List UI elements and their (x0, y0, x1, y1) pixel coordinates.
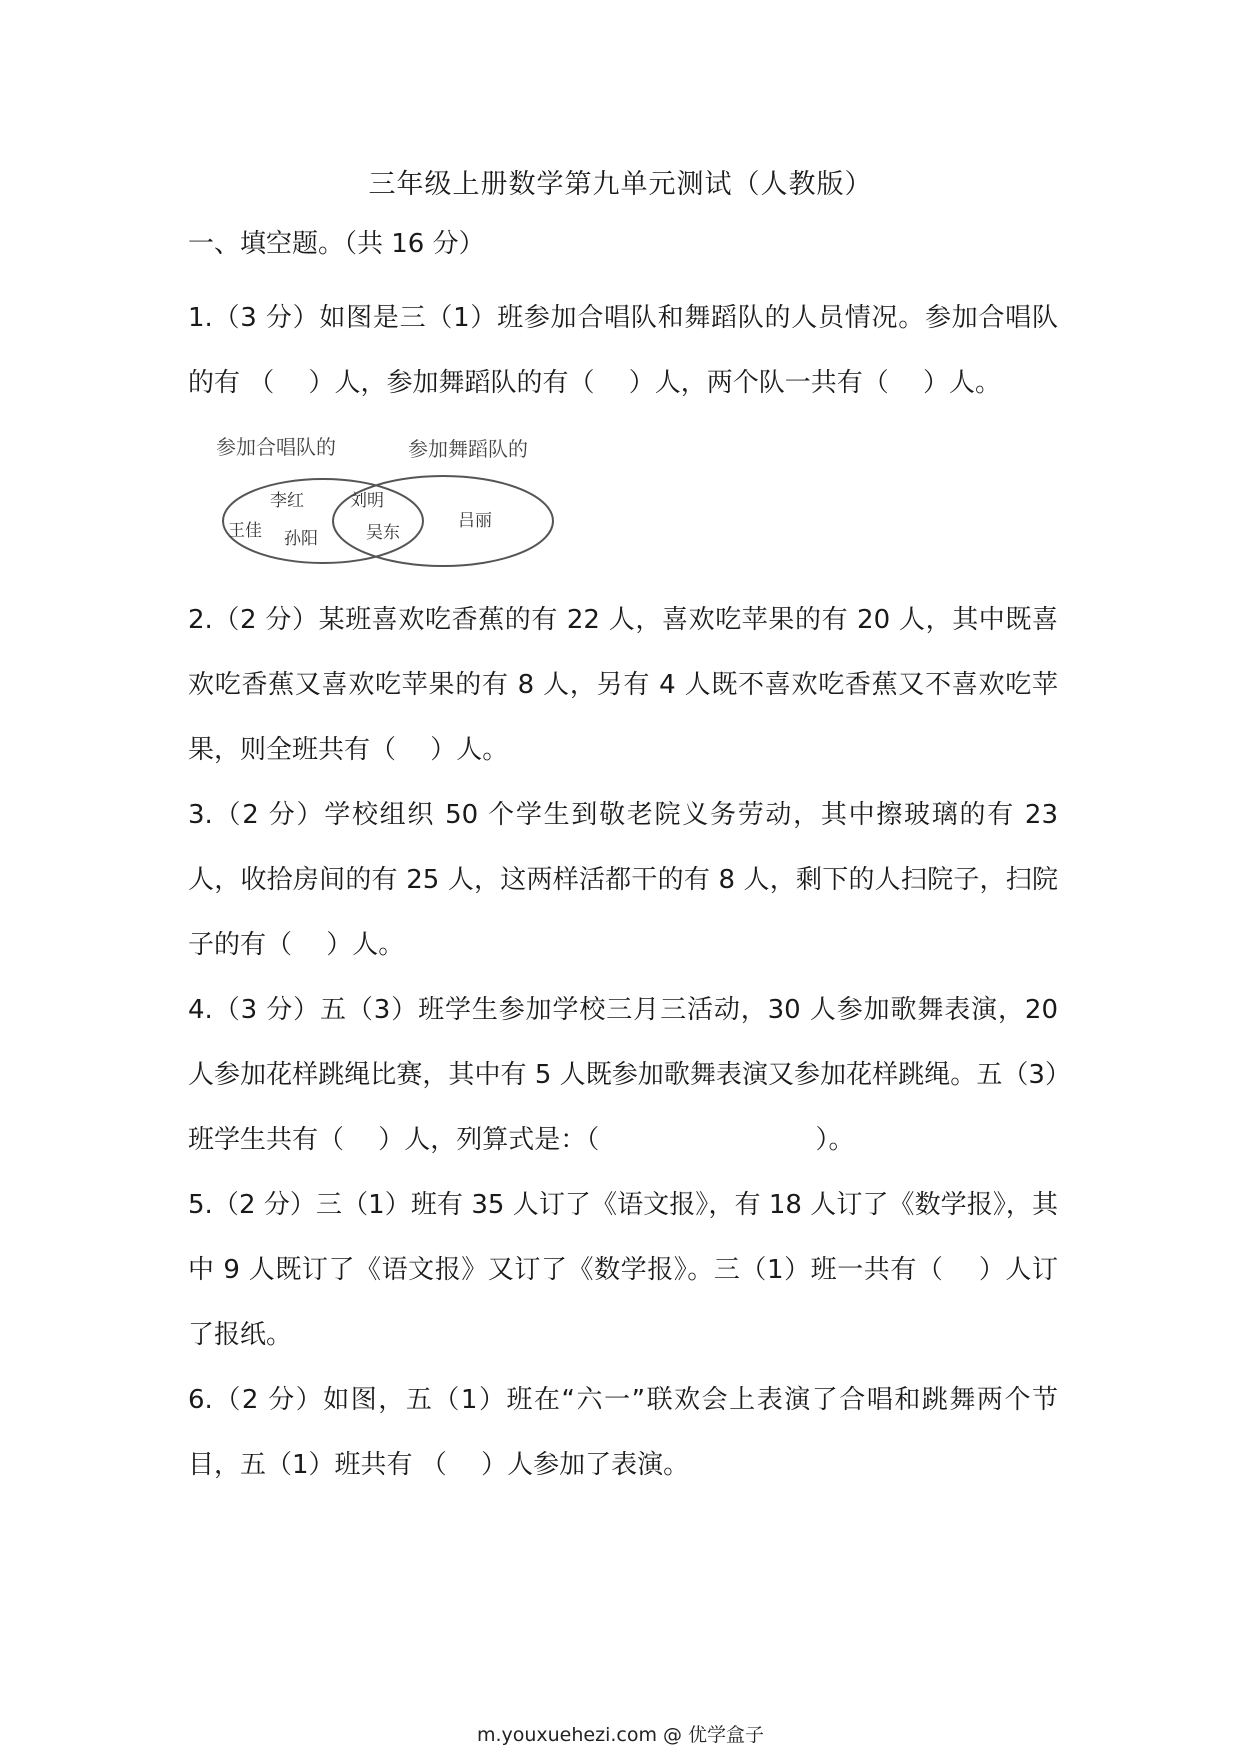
question-1: 1.（3 分）如图是三（1）班参加合唱队和舞蹈队的人员情况。参加合唱队的有 （ ）人，参加舞蹈队的有（ ）人，两个队一共有（ ）人。 (188, 303, 1058, 398)
section-heading: 一、填空题。（共 16 分） (188, 229, 485, 259)
question-5: 5.（2 分）三（1）班有 35 人订了《语文报》，有 18 人订了《数学报》，其中 9 人既订了《语文报》又订了《数学报》。三（1）班一共有（ ）人订了报纸。 (188, 1190, 1058, 1350)
footer-watermark: m.youxuehezi.com @ 优学盒子 (476, 1724, 765, 1746)
venn-both-name: 刘明 (350, 491, 384, 511)
page-title: 三年级上册数学第九单元测试（人教版） (368, 169, 873, 200)
venn-both-name: 吴东 (366, 523, 400, 543)
venn-left-name: 孙阳 (284, 529, 318, 549)
venn-right-name: 吕丽 (458, 511, 492, 531)
venn-left-name: 王佳 (228, 521, 262, 541)
question-2: 2.（2 分）某班喜欢吃香蕉的有 22 人，喜欢吃苹果的有 20 人，其中既喜欢吃香蕉又喜欢吃苹果的有 8 人，另有 4 人既不喜欢吃香蕉又不喜欢吃苹果，则全班共有（ ）人。 (188, 605, 1058, 765)
venn-left-label: 参加合唱队的 (216, 435, 336, 459)
question-3: 3.（2 分）学校组织 50 个学生到敬老院义务劳动，其中擦玻璃的有 23 人，收拾房间的有 25 人，这两样活都干的有 8 人，剩下的人扫院子，扫院子的有（ ）人。 (188, 800, 1058, 960)
main-content (188, 222, 1058, 1498)
venn-right-label: 参加舞蹈队的 (408, 437, 528, 461)
question-6: 6.（2 分）如图，五（1）班在“六一”联欢会上表演了合唱和跳舞两个节目，五（1）班共有 （ ）人参加了表演。 (188, 1385, 1058, 1480)
venn-left-name: 李红 (270, 491, 304, 511)
question-4: 4.（3 分）五（3）班学生参加学校三月三活动，30 人参加歌舞表演，20 人参加花样跳绳比赛，其中有 5 人既参加歌舞表演又参加花样跳绳。五（3）班学生共有（ ）人，列算式是：（ ）。 (188, 995, 1058, 1155)
venn-right-circle (333, 476, 553, 566)
venn-diagram (208, 426, 598, 576)
